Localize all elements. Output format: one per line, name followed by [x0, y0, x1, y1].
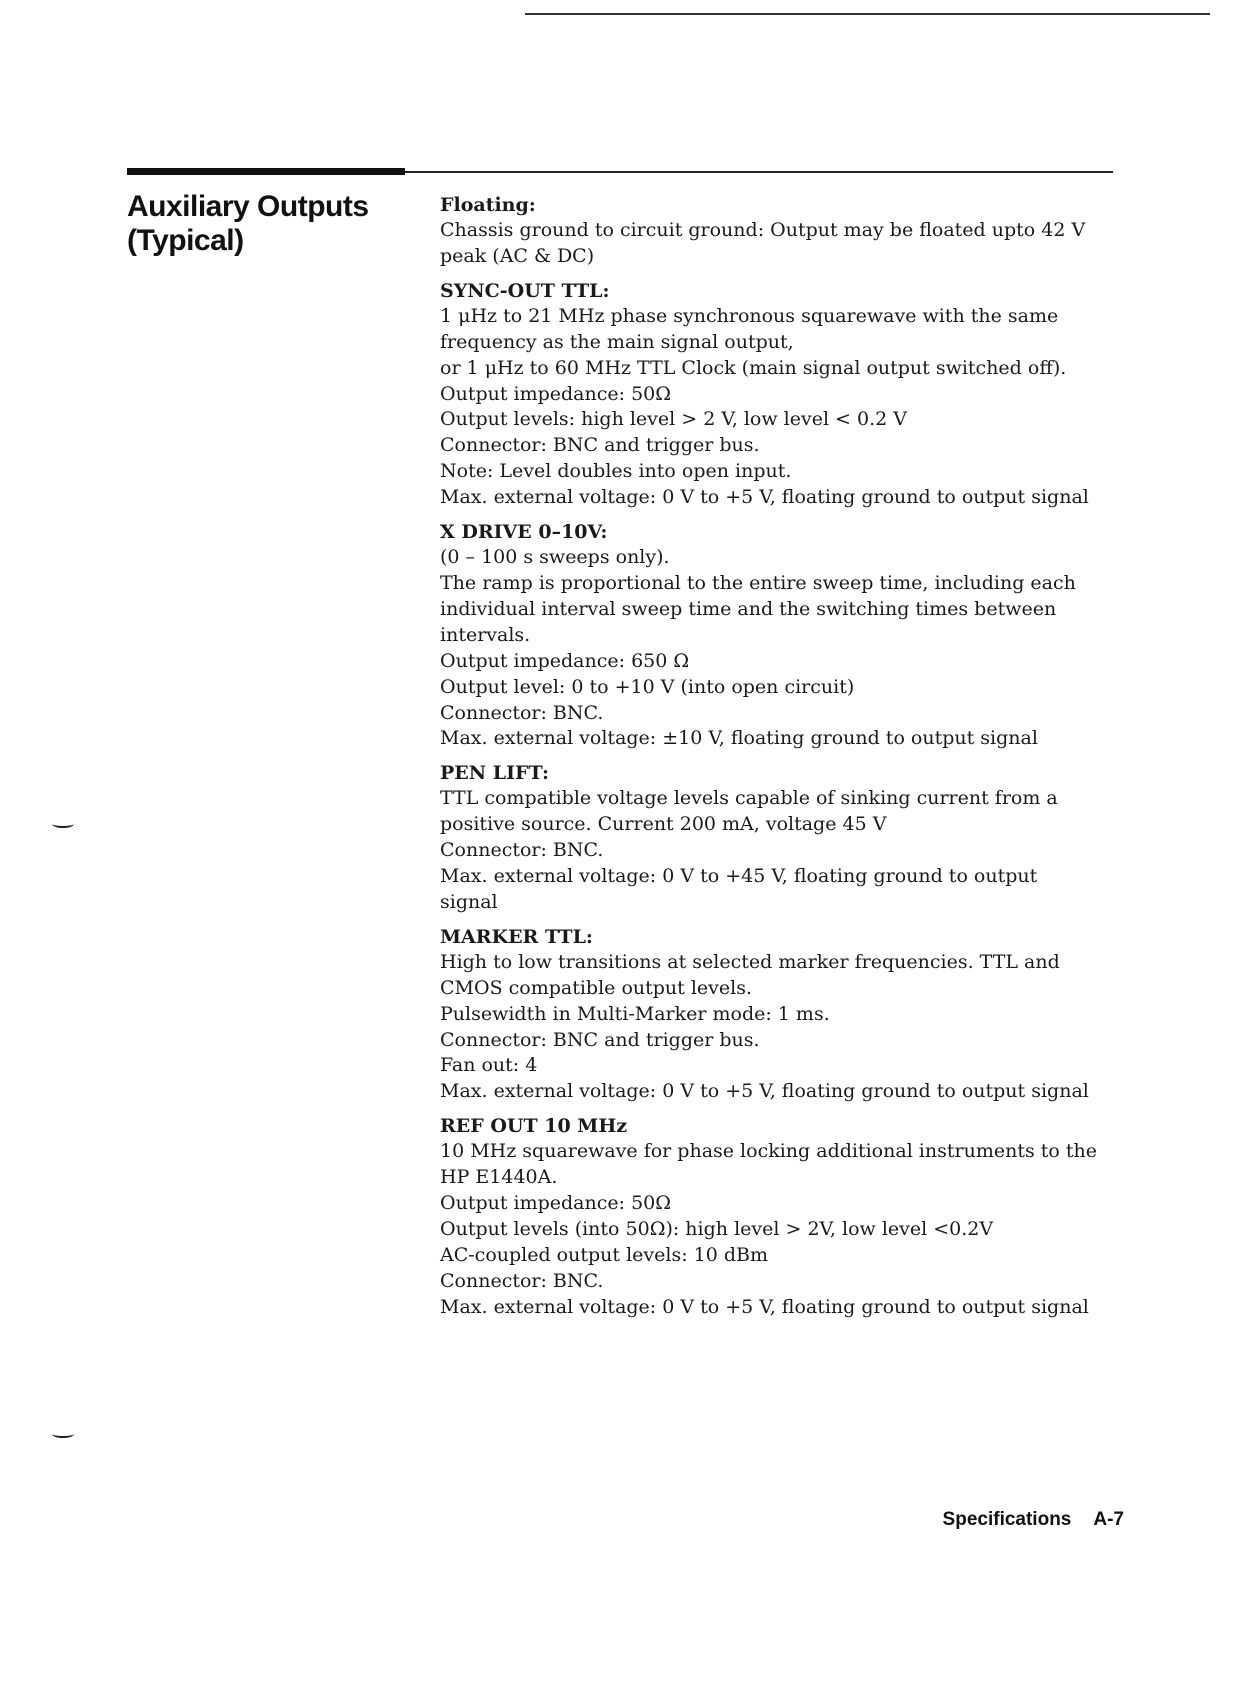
spec-line: peak (AC & DC): [440, 244, 595, 267]
spec-block: [440, 760, 1120, 916]
section-title: [127, 190, 407, 258]
spec-line: frequency as the main signal output,: [440, 330, 794, 353]
spec-line: positive source. Current 200 mA, voltage 45 V: [440, 813, 887, 836]
spec-line: Max. external voltage: 0 V to +5 V, floating ground to output signal: [440, 1295, 1089, 1318]
section-rule-thin: [405, 171, 1113, 173]
spec-line: Connector: BNC and trigger bus.: [440, 434, 760, 457]
spec-line: CMOS compatible output levels.: [440, 976, 752, 999]
spec-line: Connector: BNC.: [440, 839, 604, 862]
spec-line: intervals.: [440, 623, 531, 646]
spec-heading: PEN LIFT:: [440, 762, 549, 785]
spec-line: or 1 μHz to 60 MHz TTL Clock (main signal output switched off).: [440, 356, 1067, 379]
spec-block: [440, 1113, 1120, 1320]
spec-line: Connector: BNC.: [440, 701, 604, 724]
spec-line: Connector: BNC.: [440, 1269, 604, 1292]
spec-heading: MARKER TTL:: [440, 925, 593, 948]
spec-block: [440, 278, 1120, 511]
spec-heading: X DRIVE 0–10V:: [440, 521, 608, 544]
spec-line: individual interval sweep time and the switching times between: [440, 597, 1057, 620]
margin-mark: [52, 1430, 74, 1438]
spec-block: [440, 924, 1120, 1105]
spec-line: Output levels (into 50Ω): high level > 2V, low level <0.2V: [440, 1218, 994, 1240]
spec-line: Note: Level doubles into open input.: [440, 460, 792, 483]
section-rule-thick: [127, 168, 405, 175]
spec-block: [440, 519, 1120, 752]
spec-line: Max. external voltage: 0 V to +45 V, floating ground to output: [440, 865, 1038, 888]
spec-line: (0 – 100 s sweeps only).: [440, 546, 670, 569]
top-rule: [525, 13, 1210, 15]
spec-line: Output impedance: 50Ω: [440, 1192, 672, 1215]
section-title-line-1: Auxiliary Outputs: [127, 190, 369, 223]
spec-line: Max. external voltage: 0 V to +5 V, floating ground to output signal: [440, 486, 1089, 509]
spec-line: HP E1440A.: [440, 1166, 558, 1189]
margin-mark: [52, 820, 74, 828]
footer-label: Specifications: [942, 1509, 1072, 1530]
spec-line: Fan out: 4: [440, 1054, 538, 1077]
spec-heading: REF OUT 10 MHz: [440, 1115, 628, 1138]
spec-line: Output levels: high level > 2 V, low level < 0.2 V: [440, 408, 907, 431]
spec-line: The ramp is proportional to the entire sweep time, including each: [440, 571, 1076, 594]
spec-line: Output impedance: 650 Ω: [440, 649, 690, 672]
spec-line: Max. external voltage: ±10 V, floating ground to output signal: [440, 727, 1038, 750]
spec-line: 1 μHz to 21 MHz phase synchronous squarewave with the same: [440, 304, 1059, 327]
spec-heading: SYNC-OUT TTL:: [440, 279, 610, 302]
spec-line: Chassis ground to circuit ground: Output may be floated upto 42 V: [440, 219, 1086, 241]
spec-line: Max. external voltage: 0 V to +5 V, floating ground to output signal: [440, 1080, 1089, 1103]
spec-line: 10 MHz squarewave for phase locking additional instruments to the: [440, 1140, 1097, 1163]
spec-heading: Floating:: [440, 194, 536, 216]
spec-line: High to low transitions at selected marker frequencies. TTL and: [440, 950, 1060, 973]
spec-line: Output level: 0 to +10 V (into open circuit): [440, 675, 855, 698]
page-number: A-7: [1093, 1509, 1124, 1530]
spec-line: Pulsewidth in Multi-Marker mode: 1 ms.: [440, 1002, 830, 1025]
spec-line: AC-coupled output levels: 10 dBm: [440, 1243, 768, 1266]
spec-line: Output impedance: 50Ω: [440, 382, 672, 405]
spec-list: [440, 192, 1120, 1329]
spec-line: Connector: BNC and trigger bus.: [440, 1028, 760, 1051]
page-footer: [943, 1509, 1124, 1531]
spec-line: signal: [440, 890, 498, 913]
section-title-line-2: (Typical): [127, 224, 244, 257]
spec-block: [440, 192, 1120, 270]
spec-line: TTL compatible voltage levels capable of sinking current from a: [440, 787, 1058, 810]
